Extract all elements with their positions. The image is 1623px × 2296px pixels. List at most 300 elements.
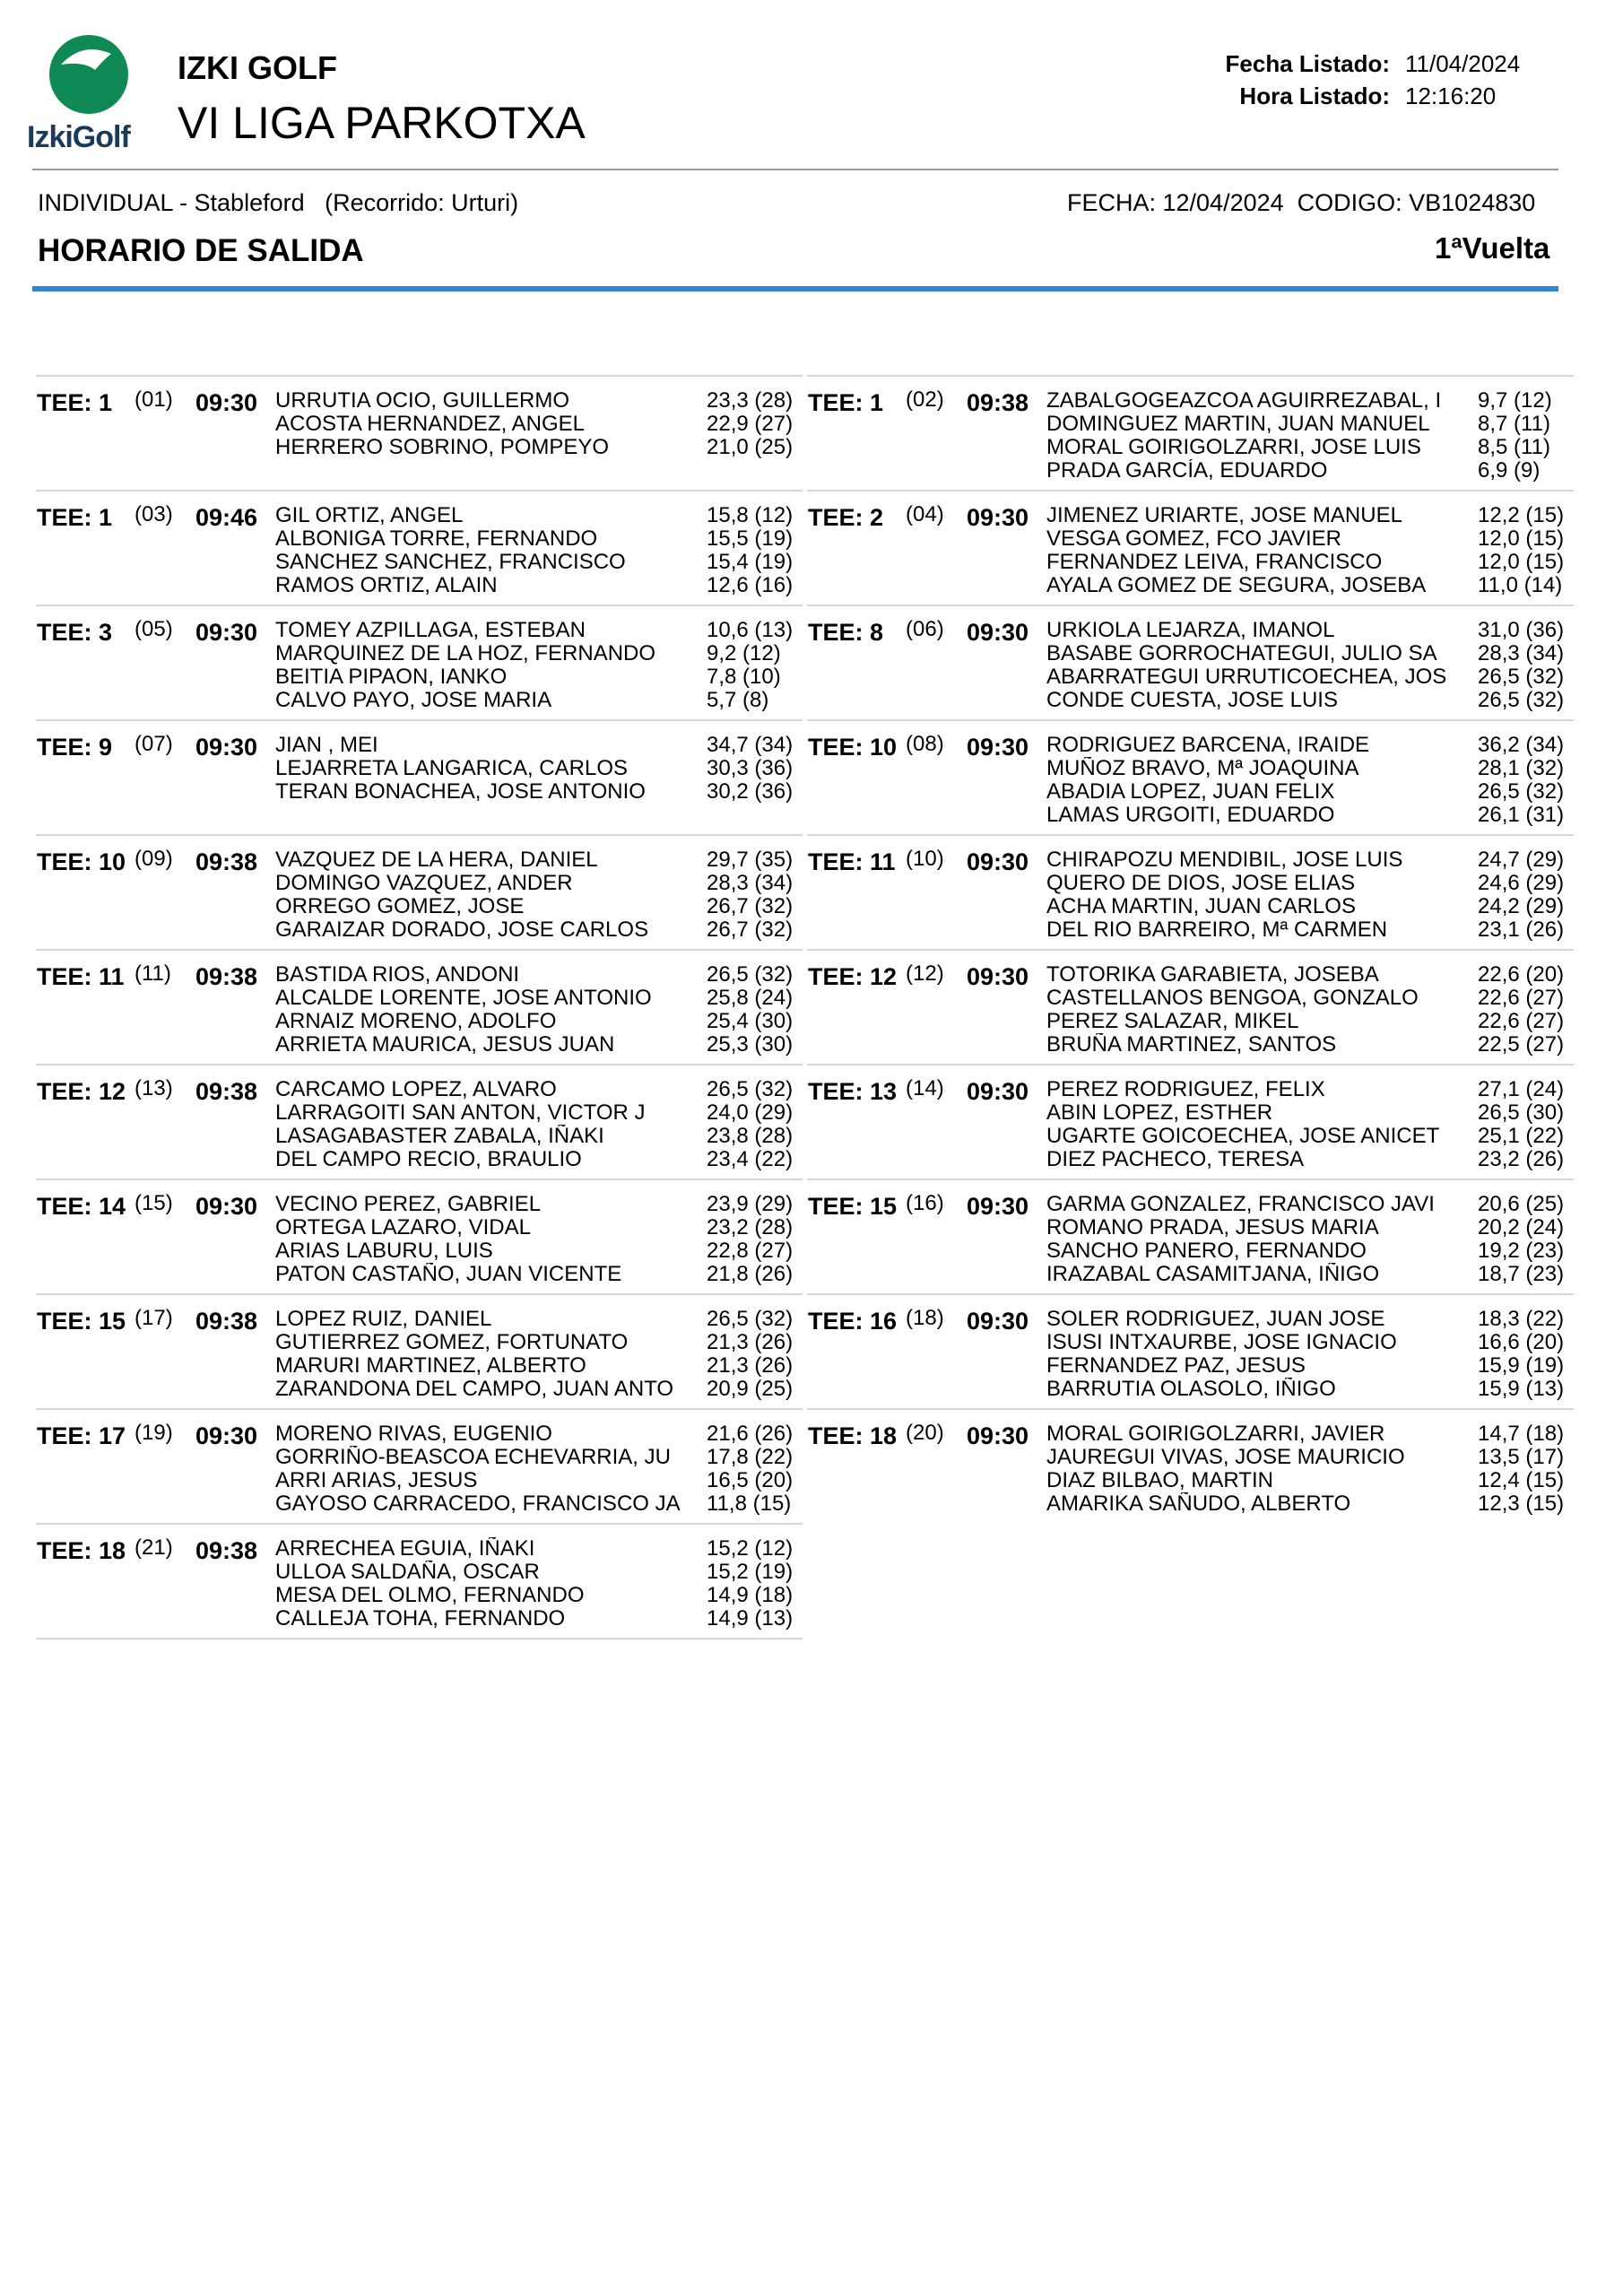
handicap-list (1478, 1078, 1576, 1171)
player-name: ARRIETA MAURICA, JESUS JUAN (275, 1033, 615, 1057)
player-name: DIAZ BILBAO, MARTIN (1046, 1469, 1273, 1492)
tee-label: TEE: 2 (808, 504, 884, 531)
start-time: 09:30 (967, 1078, 1029, 1105)
player-name: BARRUTIA OLASOLO, IÑIGO (1046, 1378, 1336, 1401)
player-handicap: 14,7 (18) (1478, 1422, 1565, 1446)
player-name: RODRIGUEZ BARCENA, IRAIDE (1046, 734, 1370, 757)
start-time: 09:38 (195, 1308, 258, 1335)
group-number: (11) (135, 961, 171, 986)
tee-group (36, 834, 803, 949)
player-name: URKIOLA LEJARZA, IMANOL (1046, 619, 1335, 642)
player-handicap: 18,7 (23) (1478, 1263, 1565, 1286)
player-handicap: 12,6 (16) (707, 574, 794, 597)
start-time: 09:30 (967, 1308, 1029, 1335)
tee-label: TEE: 8 (808, 619, 884, 646)
player-list (1046, 1193, 1468, 1286)
player-list (275, 848, 697, 942)
player-handicap: 25,8 (24) (707, 987, 794, 1010)
player-handicap: 30,3 (36) (707, 757, 794, 780)
player-name: DIEZ PACHECO, TERESA (1046, 1148, 1305, 1171)
tee-label: TEE: 18 (37, 1537, 126, 1564)
player-list (275, 1308, 697, 1401)
player-name: MUÑOZ BRAVO, Mª JOAQUINA (1046, 757, 1359, 780)
player-name: PRADA GARCÍA, EDUARDO (1046, 459, 1328, 483)
handicap-list (1478, 389, 1576, 483)
player-list (1046, 1422, 1468, 1516)
player-name: TERAN BONACHEA, JOSE ANTONIO (275, 780, 646, 804)
player-name: MORENO RIVAS, EUGENIO (275, 1422, 552, 1446)
player-name: RAMOS ORTIZ, ALAIN (275, 574, 498, 597)
player-name: BASTIDA RIOS, ANDONI (275, 963, 520, 987)
player-name: LARRAGOITI SAN ANTON, VICTOR J (275, 1101, 646, 1125)
player-handicap: 26,5 (32) (1478, 665, 1565, 689)
start-time: 09:38 (195, 1537, 258, 1564)
player-handicap: 26,5 (32) (1478, 780, 1565, 804)
player-name: AMARIKA SAÑUDO, ALBERTO (1046, 1492, 1351, 1516)
start-time: 09:30 (967, 504, 1029, 531)
player-name: LAMAS URGOITI, EDUARDO (1046, 804, 1335, 827)
player-name: CONDE CUESTA, JOSE LUIS (1046, 689, 1338, 712)
tee-group (36, 1293, 803, 1408)
player-name: JIMENEZ URIARTE, JOSE MANUEL (1046, 504, 1402, 527)
player-handicap: 14,9 (18) (707, 1584, 794, 1607)
player-name: MARURI MARTINEZ, ALBERTO (275, 1354, 586, 1378)
player-handicap: 30,2 (36) (707, 780, 794, 804)
group-number: (12) (906, 961, 944, 986)
tee-group (36, 1408, 803, 1523)
tee-group (807, 1064, 1574, 1178)
player-name: GORRIÑO-BEASCOA ECHEVARRIA, JU (275, 1446, 671, 1469)
league-name: VI LIGA PARKOTXA (178, 98, 586, 148)
listing-date-label: Fecha Listado: (1225, 50, 1390, 77)
player-list (1046, 1078, 1468, 1171)
player-name: BEITIA PIPAON, IANKO (275, 665, 508, 689)
player-handicap: 5,7 (8) (707, 689, 769, 712)
player-handicap: 15,8 (12) (707, 504, 794, 527)
player-name: TOTORIKA GARABIETA, JOSEBA (1046, 963, 1379, 987)
player-handicap: 28,3 (34) (707, 872, 794, 895)
group-number: (05) (135, 617, 173, 641)
player-list (1046, 963, 1468, 1057)
player-handicap: 15,4 (19) (707, 551, 794, 574)
start-time: 09:38 (195, 963, 258, 990)
tee-group (36, 375, 803, 490)
tee-label: TEE: 14 (37, 1193, 126, 1220)
group-number: (09) (135, 847, 173, 871)
tee-group (807, 834, 1574, 949)
group-number: (21) (135, 1535, 173, 1560)
group-number: (16) (906, 1191, 944, 1215)
start-time: 09:38 (967, 389, 1029, 416)
tee-group (807, 1408, 1574, 1523)
player-name: ROMANO PRADA, JESUS MARIA (1046, 1216, 1379, 1239)
player-handicap: 12,4 (15) (1478, 1469, 1565, 1492)
player-handicap: 23,4 (22) (707, 1148, 794, 1171)
tee-group (807, 1178, 1574, 1293)
handicap-list (1478, 734, 1576, 827)
player-handicap: 34,7 (34) (707, 734, 794, 757)
handicap-list (707, 1078, 805, 1171)
tee-group (36, 604, 803, 719)
group-number: (07) (135, 732, 173, 756)
player-name: IRAZABAL CASAMITJANA, IÑIGO (1046, 1263, 1380, 1286)
handicap-list (707, 504, 805, 597)
player-name: UGARTE GOICOECHEA, JOSE ANICET (1046, 1125, 1440, 1148)
tee-label: TEE: 1 (37, 504, 113, 531)
tee-label: TEE: 1 (37, 389, 113, 416)
player-handicap: 24,0 (29) (707, 1101, 794, 1125)
player-name: VESGA GOMEZ, FCO JAVIER (1046, 527, 1341, 551)
player-name: SOLER RODRIGUEZ, JUAN JOSE (1046, 1308, 1385, 1331)
group-number: (08) (906, 732, 944, 756)
player-handicap: 21,3 (26) (707, 1331, 794, 1354)
player-handicap: 24,7 (29) (1478, 848, 1565, 872)
start-time: 09:30 (967, 848, 1029, 875)
player-list (1046, 619, 1468, 712)
group-number: (01) (135, 387, 173, 412)
handicap-list (707, 1422, 805, 1516)
tee-label: TEE: 12 (37, 1078, 126, 1105)
tee-label: TEE: 3 (37, 619, 113, 646)
player-handicap: 7,8 (10) (707, 665, 781, 689)
player-handicap: 15,9 (13) (1478, 1378, 1565, 1401)
tee-group (36, 1523, 803, 1639)
player-handicap: 22,9 (27) (707, 413, 794, 436)
player-name: FERNANDEZ LEIVA, FRANCISCO (1046, 551, 1383, 574)
start-time: 09:46 (195, 504, 258, 531)
player-name: ZARANDONA DEL CAMPO, JUAN ANTO (275, 1378, 674, 1401)
player-list (275, 963, 697, 1057)
player-handicap: 25,1 (22) (1478, 1125, 1565, 1148)
handicap-list (707, 1193, 805, 1286)
player-name: ORTEGA LAZARO, VIDAL (275, 1216, 531, 1239)
group-number: (19) (135, 1421, 173, 1445)
player-handicap: 16,6 (20) (1478, 1331, 1565, 1354)
player-handicap: 6,9 (9) (1478, 459, 1541, 483)
group-number: (15) (135, 1191, 173, 1215)
player-handicap: 11,8 (15) (707, 1492, 792, 1516)
player-name: MORAL GOIRIGOLZARRI, JOSE LUIS (1046, 436, 1421, 459)
tee-group (36, 490, 803, 604)
player-list (275, 1078, 697, 1171)
player-handicap: 22,8 (27) (707, 1239, 794, 1263)
tee-label: TEE: 11 (37, 963, 125, 990)
group-number: (06) (906, 617, 944, 641)
start-time: 09:30 (195, 619, 258, 646)
player-name: ALCALDE LORENTE, JOSE ANTONIO (275, 987, 652, 1010)
tee-group (807, 949, 1574, 1064)
player-handicap: 15,2 (12) (707, 1537, 794, 1561)
tee-label: TEE: 10 (808, 734, 898, 761)
player-name: JIAN , MEI (275, 734, 378, 757)
player-handicap: 9,7 (12) (1478, 389, 1552, 413)
logo-text: IzkiGolf (27, 120, 130, 154)
round-label: 1ªVuelta (1435, 231, 1550, 265)
player-handicap: 26,5 (30) (1478, 1101, 1565, 1125)
player-handicap: 15,2 (19) (707, 1561, 794, 1584)
player-handicap: 9,2 (12) (707, 642, 781, 665)
player-name: GUTIERREZ GOMEZ, FORTUNATO (275, 1331, 629, 1354)
player-name: DEL CAMPO RECIO, BRAULIO (275, 1148, 582, 1171)
player-handicap: 13,5 (17) (1478, 1446, 1565, 1469)
player-name: GARMA GONZALEZ, FRANCISCO JAVI (1046, 1193, 1435, 1216)
player-name: CALVO PAYO, JOSE MARIA (275, 689, 552, 712)
player-list (275, 1537, 697, 1631)
player-handicap: 8,5 (11) (1478, 436, 1550, 459)
handicap-list (1478, 1193, 1576, 1286)
player-name: ALBONIGA TORRE, FERNANDO (275, 527, 598, 551)
start-time: 09:30 (195, 389, 258, 416)
player-handicap: 15,5 (19) (707, 527, 794, 551)
handicap-list (707, 389, 805, 459)
handicap-list (707, 734, 805, 804)
player-list (275, 1422, 697, 1516)
player-name: MARQUINEZ DE LA HOZ, FERNANDO (275, 642, 656, 665)
player-list (275, 389, 697, 459)
player-name: ABIN LOPEZ, ESTHER (1046, 1101, 1273, 1125)
player-handicap: 14,9 (13) (707, 1607, 794, 1631)
player-name: SANCHEZ SANCHEZ, FRANCISCO (275, 551, 626, 574)
competition-date-code: FECHA: 12/04/2024 CODIGO: VB1024830 (1067, 189, 1536, 216)
player-name: ARIAS LABURU, LUIS (275, 1239, 493, 1263)
handicap-list (1478, 963, 1576, 1057)
handicap-list (1478, 1422, 1576, 1516)
tee-group (807, 490, 1574, 604)
player-handicap: 23,3 (28) (707, 389, 794, 413)
player-handicap: 24,2 (29) (1478, 895, 1565, 918)
player-list (275, 619, 697, 712)
player-name: CASTELLANOS BENGOA, GONZALO (1046, 987, 1419, 1010)
player-handicap: 25,3 (30) (707, 1033, 794, 1057)
tee-label: TEE: 11 (808, 848, 896, 875)
player-handicap: 17,8 (22) (707, 1446, 794, 1469)
player-handicap: 25,4 (30) (707, 1010, 794, 1033)
start-time: 09:30 (195, 734, 258, 761)
player-handicap: 26,5 (32) (1478, 689, 1565, 712)
player-name: PATON CASTAÑO, JUAN VICENTE (275, 1263, 622, 1286)
group-number: (14) (906, 1076, 944, 1100)
player-handicap: 26,7 (32) (707, 895, 794, 918)
player-name: GIL ORTIZ, ANGEL (275, 504, 464, 527)
player-handicap: 29,7 (35) (707, 848, 794, 872)
player-name: MESA DEL OLMO, FERNANDO (275, 1584, 585, 1607)
player-handicap: 26,5 (32) (707, 1078, 794, 1101)
tee-time-list (36, 375, 1614, 1648)
page-title: HORARIO DE SALIDA (38, 233, 364, 268)
header-divider (32, 169, 1558, 170)
player-handicap: 20,6 (25) (1478, 1193, 1565, 1216)
player-name: PEREZ RODRIGUEZ, FELIX (1046, 1078, 1325, 1101)
group-number: (04) (906, 502, 944, 526)
player-handicap: 23,9 (29) (707, 1193, 794, 1216)
handicap-list (1478, 1308, 1576, 1401)
player-name: DOMINGO VAZQUEZ, ANDER (275, 872, 573, 895)
player-handicap: 22,6 (20) (1478, 963, 1565, 987)
player-handicap: 22,5 (27) (1478, 1033, 1565, 1057)
tee-label: TEE: 9 (37, 734, 113, 761)
player-handicap: 15,9 (19) (1478, 1354, 1565, 1378)
player-name: ACOSTA HERNANDEZ, ANGEL (275, 413, 585, 436)
player-name: TOMEY AZPILLAGA, ESTEBAN (275, 619, 586, 642)
player-name: AYALA GOMEZ DE SEGURA, JOSEBA (1046, 574, 1427, 597)
player-list (275, 504, 697, 597)
player-name: ACHA MARTIN, JUAN CARLOS (1046, 895, 1356, 918)
player-handicap: 12,3 (15) (1478, 1492, 1565, 1516)
player-handicap: 36,2 (34) (1478, 734, 1565, 757)
player-handicap: 20,2 (24) (1478, 1216, 1565, 1239)
listing-date: 11/04/2024 (1405, 50, 1521, 77)
player-name: JAUREGUI VIVAS, JOSE MAURICIO (1046, 1446, 1405, 1469)
group-number: (03) (135, 502, 173, 526)
player-handicap: 22,6 (27) (1478, 987, 1565, 1010)
player-name: ARRI ARIAS, JESUS (275, 1469, 478, 1492)
player-handicap: 31,0 (36) (1478, 619, 1565, 642)
player-handicap: 18,3 (22) (1478, 1308, 1565, 1331)
tee-label: TEE: 16 (808, 1308, 898, 1335)
logo (25, 34, 151, 155)
handicap-list (1478, 848, 1576, 942)
tee-label: TEE: 13 (808, 1078, 898, 1105)
player-handicap: 20,9 (25) (707, 1378, 794, 1401)
start-time: 09:38 (195, 1078, 258, 1105)
handicap-list (707, 1308, 805, 1401)
player-name: ARNAIZ MORENO, ADOLFO (275, 1010, 557, 1033)
player-name: PEREZ SALAZAR, MIKEL (1046, 1010, 1299, 1033)
player-list (1046, 1308, 1468, 1401)
player-handicap: 21,6 (26) (707, 1422, 794, 1446)
player-name: FERNANDEZ PAZ, JESUS (1046, 1354, 1306, 1378)
handicap-list (707, 963, 805, 1057)
player-name: HERRERO SOBRINO, POMPEYO (275, 436, 610, 459)
start-time: 09:30 (967, 963, 1029, 990)
tee-group (36, 1064, 803, 1178)
player-name: DOMINGUEZ MARTIN, JUAN MANUEL (1046, 413, 1430, 436)
handicap-list (707, 848, 805, 942)
start-time: 09:38 (195, 848, 258, 875)
start-time: 09:30 (967, 734, 1029, 761)
player-list (1046, 389, 1468, 483)
player-name: CHIRAPOZU MENDIBIL, JOSE LUIS (1046, 848, 1403, 872)
tee-group (36, 719, 803, 834)
player-name: ABARRATEGUI URRUTICOECHEA, JOS (1046, 665, 1447, 689)
tee-group (36, 1178, 803, 1293)
group-number: (02) (906, 387, 944, 412)
player-name: DEL RIO BARREIRO, Mª CARMEN (1046, 918, 1388, 942)
player-handicap: 12,2 (15) (1478, 504, 1565, 527)
tee-label: TEE: 18 (808, 1422, 898, 1449)
player-name: ABADIA LOPEZ, JUAN FELIX (1046, 780, 1335, 804)
player-name: CALLEJA TOHA, FERNANDO (275, 1607, 566, 1631)
tee-group (807, 719, 1574, 834)
tee-group (807, 1293, 1574, 1408)
player-handicap: 26,7 (32) (707, 918, 794, 942)
player-handicap: 19,2 (23) (1478, 1239, 1565, 1263)
player-list (275, 734, 697, 804)
listing-time: 12:16:20 (1405, 83, 1497, 109)
tee-group (36, 949, 803, 1064)
player-handicap: 11,0 (14) (1478, 574, 1563, 597)
start-time: 09:30 (967, 1193, 1029, 1220)
player-name: LEJARRETA LANGARICA, CARLOS (275, 757, 628, 780)
tee-label: TEE: 1 (808, 389, 884, 416)
player-handicap: 27,1 (24) (1478, 1078, 1565, 1101)
golf-ball-logo-icon (48, 34, 129, 115)
player-handicap: 26,5 (32) (707, 963, 794, 987)
competition-type: INDIVIDUAL - Stableford (Recorrido: Urturi) (38, 189, 519, 216)
player-list (1046, 848, 1468, 942)
group-number: (20) (906, 1421, 944, 1445)
start-time: 09:30 (195, 1193, 258, 1220)
listing-time-label: Hora Listado: (1239, 83, 1390, 109)
title-accent-rule (32, 286, 1558, 291)
handicap-list (707, 619, 805, 712)
club-name: IZKI GOLF (178, 49, 337, 86)
player-handicap: 22,6 (27) (1478, 1010, 1565, 1033)
player-handicap: 26,1 (31) (1478, 804, 1565, 827)
tee-label: TEE: 17 (37, 1422, 126, 1449)
player-name: ISUSI INTXAURBE, JOSE IGNACIO (1046, 1331, 1397, 1354)
player-handicap: 8,7 (11) (1478, 413, 1550, 436)
group-number: (18) (906, 1306, 944, 1330)
player-handicap: 26,5 (32) (707, 1308, 794, 1331)
player-name: CARCAMO LOPEZ, ALVARO (275, 1078, 557, 1101)
player-list (275, 1193, 697, 1286)
player-handicap: 21,0 (25) (707, 436, 794, 459)
group-number: (10) (906, 847, 944, 871)
group-number: (17) (135, 1306, 173, 1330)
tee-group (807, 375, 1574, 490)
tee-label: TEE: 15 (808, 1193, 898, 1220)
tee-group (807, 604, 1574, 719)
player-name: SANCHO PANERO, FERNANDO (1046, 1239, 1367, 1263)
player-name: URRUTIA OCIO, GUILLERMO (275, 389, 570, 413)
player-name: ORREGO GOMEZ, JOSE (275, 895, 525, 918)
player-list (1046, 734, 1468, 827)
player-name: ULLOA SALDAÑA, OSCAR (275, 1561, 540, 1584)
player-handicap: 16,5 (20) (707, 1469, 794, 1492)
start-time: 09:30 (195, 1422, 258, 1449)
player-name: MORAL GOIRIGOLZARRI, JAVIER (1046, 1422, 1385, 1446)
player-name: VECINO PEREZ, GABRIEL (275, 1193, 542, 1216)
player-name: VAZQUEZ DE LA HERA, DANIEL (275, 848, 598, 872)
player-name: LASAGABASTER ZABALA, IÑAKI (275, 1125, 604, 1148)
player-name: GAYOSO CARRACEDO, FRANCISCO JA (275, 1492, 681, 1516)
player-handicap: 24,6 (29) (1478, 872, 1565, 895)
player-handicap: 28,3 (34) (1478, 642, 1565, 665)
start-time: 09:30 (967, 619, 1029, 646)
player-name: BRUÑA MARTINEZ, SANTOS (1046, 1033, 1337, 1057)
player-name: ARRECHEA EGUIA, IÑAKI (275, 1537, 535, 1561)
player-name: QUERO DE DIOS, JOSE ELIAS (1046, 872, 1356, 895)
player-handicap: 23,2 (28) (707, 1216, 794, 1239)
player-name: LOPEZ RUIZ, DANIEL (275, 1308, 492, 1331)
group-number: (13) (135, 1076, 173, 1100)
player-handicap: 10,6 (13) (707, 619, 794, 642)
tee-label: TEE: 10 (37, 848, 126, 875)
player-handicap: 12,0 (15) (1478, 527, 1565, 551)
handicap-list (707, 1537, 805, 1631)
handicap-list (1478, 504, 1576, 597)
player-handicap: 28,1 (32) (1478, 757, 1565, 780)
handicap-list (1478, 619, 1576, 712)
player-name: GARAIZAR DORADO, JOSE CARLOS (275, 918, 649, 942)
player-list (1046, 504, 1468, 597)
start-time: 09:30 (967, 1422, 1029, 1449)
player-handicap: 23,8 (28) (707, 1125, 794, 1148)
tee-label: TEE: 15 (37, 1308, 126, 1335)
player-name: ZABALGOGEAZCOA AGUIRREZABAL, I (1046, 389, 1442, 413)
player-name: BASABE GORROCHATEGUI, JULIO SA (1046, 642, 1437, 665)
